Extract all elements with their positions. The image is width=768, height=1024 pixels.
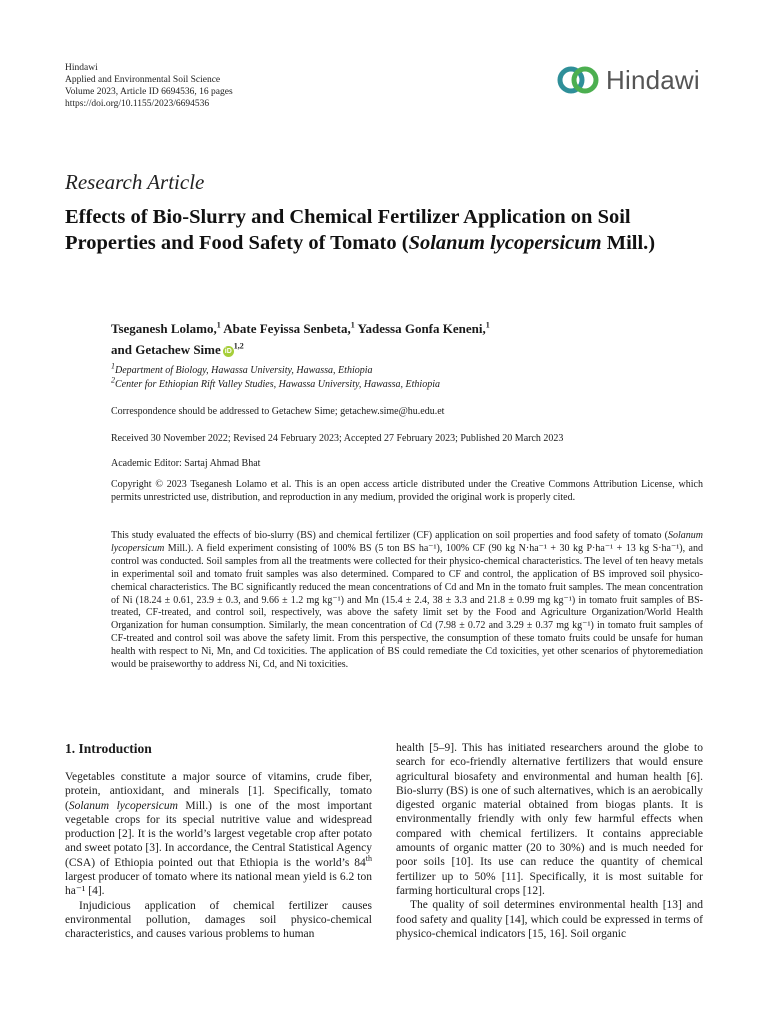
- species-name: Solanum lycopersicum: [68, 799, 178, 812]
- body-column-right: [396, 741, 703, 941]
- copyright-notice: Copyright © 2023 Tseganesh Lolamo et al. This is an open access article distributed under the Creative Commons Attribution License, which permits unrestricted use, distribution, and reproduction in any medium, provided the original work is properly cited.: [111, 479, 703, 503]
- volume-line: Volume 2023, Article ID 6694536, 16 pages: [65, 87, 233, 97]
- paragraph-text: Mill.) is one of the most important vegetable crops for its special nutritive value and widespread production [2]. It is the world’s largest vegetable crop after potato and sweet potato [3]. In accordance, the Central Statistical Agency (CSA) of Ethiopia pointed out that Ethiopia is the world’s 84: [65, 799, 372, 869]
- affiliation-mark: 2: [111, 375, 115, 385]
- publisher-name: Hindawi: [65, 63, 98, 73]
- author-affiliation-mark: 1: [485, 320, 490, 330]
- article-title: [65, 204, 715, 256]
- paragraph: Injudicious application of chemical fertilizer causes environmental pollution, damages soil physico-chemical characteristics, and causes various problems to human: [65, 899, 372, 941]
- author-affiliation-mark: 1: [216, 320, 221, 330]
- paragraph: The quality of soil determines environmental health [13] and food safety and quality [14], which could be expressed in terms of physico-chemical indicators [15, 16]. Soil organic: [396, 899, 703, 940]
- orcid-icon[interactable]: iD: [224, 347, 232, 355]
- journal-name: Applied and Environmental Soil Science: [65, 75, 221, 85]
- paragraph-text: largest producer of tomato where its national mean yield is 6.2 ton ha⁻¹ [4].: [65, 871, 372, 898]
- journal-info: [65, 62, 233, 110]
- body-column-left: [65, 770, 372, 942]
- abstract: [111, 530, 703, 672]
- affiliation-text: Center for Ethiopian Rift Valley Studies, Hawassa University, Hawassa, Ethiopia: [115, 379, 440, 390]
- author-name: Abate Feyissa Senbeta,: [223, 321, 351, 336]
- paragraph: [65, 770, 372, 899]
- title-main: Effects of Bio-Slurry and Chemical Fertilizer Application on Soil Properties and Food Safety of Tomato (: [65, 206, 631, 254]
- title-end: Mill.): [601, 232, 656, 254]
- author-name: Yadessa Gonfa Keneni,: [357, 321, 486, 336]
- author-name: and Getachew Sime: [111, 342, 221, 357]
- author-affiliation-mark: 1: [350, 320, 355, 330]
- affiliation-2: [111, 375, 440, 392]
- paragraph-text: Vegetables constitute a major source of vitamins, crude fiber, protein, antioxidant, and minerals [1]. Specifically, tomato (: [65, 771, 372, 812]
- doi-link[interactable]: https://doi.org/10.1155/2023/6694536: [65, 99, 210, 109]
- publication-dates: Received 30 November 2022; Revised 24 February 2023; Accepted 27 February 2023; Published 20 March 2023: [111, 433, 564, 444]
- author-list: [111, 318, 671, 360]
- academic-editor: Academic Editor: Sartaj Ahmad Bhat: [111, 458, 261, 469]
- abstract-text: Mill.). A field experiment consisting of 100% BS (5 ton BS ha⁻¹), 100% CF (90 kg N·ha⁻¹ + 30 kg P·ha⁻¹ + 13 kg S·ha⁻¹), and control was conducted. Soil samples from all the treatments were collected for their physico-chemical characteristics. The level of ten heavy metals in experimental soil and tomato fruit samples was also determined. Compared to CF and control, the application of BS improved soil physico-chemical characteristics. The BC significantly reduced the mean concentrations of Cd and Mn in the tomato fruit samples. The mean concentration of Ni (18.24 ± 0.61, 23.9 ± 0.3, and 9.66 ± 1.2 mg kg⁻¹) and Mn (15.4 ± 2.4, 38 ± 3.3 and 21.8 ± 0.99 mg kg⁻¹) in tomato fruit samples of BS-treated, CF-treated, and control soil, respectively, was above the safety limit set by the Food and Agriculture Organization/World Health Organization for human consumption. Similarly, the mean concentration of Cd (7.98 ± 0.72 and 3.29 ± 0.37 mg kg⁻¹) in tomato fruit samples of CF-treated and control soil was above the safety limit. From this perspective, the consumption of these tomato fruits could be unsafe for human health with respect to Ni, Mn, and Cd toxicities. The application of BS could remediate the Cd toxicities, yet other scenarios of phytoremediation would be praiseworthy to address Ni, Cd, and Ni toxicities.: [111, 542, 703, 671]
- section-heading: 1. Introduction: [65, 741, 152, 756]
- hindawi-logo: [556, 60, 700, 100]
- correspondence: Correspondence should be addressed to Getachew Sime; getachew.sime@hu.edu.et: [111, 406, 445, 417]
- affiliation-mark: 1: [111, 361, 115, 371]
- paragraph: health [5–9]. This has initiated researchers around the globe to search for eco-friendly alternative fertilizers that would ensure agricultural biosafety and environmental and human health [6]. Bio-slurry (BS) is one of such alternatives, which is an aerobically digested organic material obtained from biogas plants. It is environmentally friendly with only few harmful effects when compared with chemical fertilizers. It contains appreciable amounts of organic matter (20 to 30%) and is much needed for poor soils [10]. Its use can reduce the quantity of chemical fertilizer up to 50% [11]. Specifically, it is most suitable for farming horticultural crops [12].: [396, 742, 703, 897]
- affiliations: [111, 361, 440, 392]
- article-type: Research Article: [65, 170, 205, 194]
- abstract-species: Solanum lycopersicum: [111, 530, 703, 554]
- logo-text: Hindawi: [606, 64, 700, 95]
- affiliation-text: Department of Biology, Hawassa University, Hawassa, Ethiopia: [115, 365, 373, 376]
- abstract-text: This study evaluated the effects of bio-slurry (BS) and chemical fertilizer (CF) application on soil properties and food safety of tomato (: [111, 530, 668, 541]
- title-species: Solanum lycopersicum: [408, 232, 602, 254]
- ordinal-suffix: th: [365, 853, 372, 863]
- affiliation-1: [111, 361, 440, 378]
- author-name: Tseganesh Lolamo,: [111, 321, 217, 336]
- author-affiliation-mark: 1,2: [233, 341, 244, 351]
- hindawi-rings-icon: [556, 63, 600, 97]
